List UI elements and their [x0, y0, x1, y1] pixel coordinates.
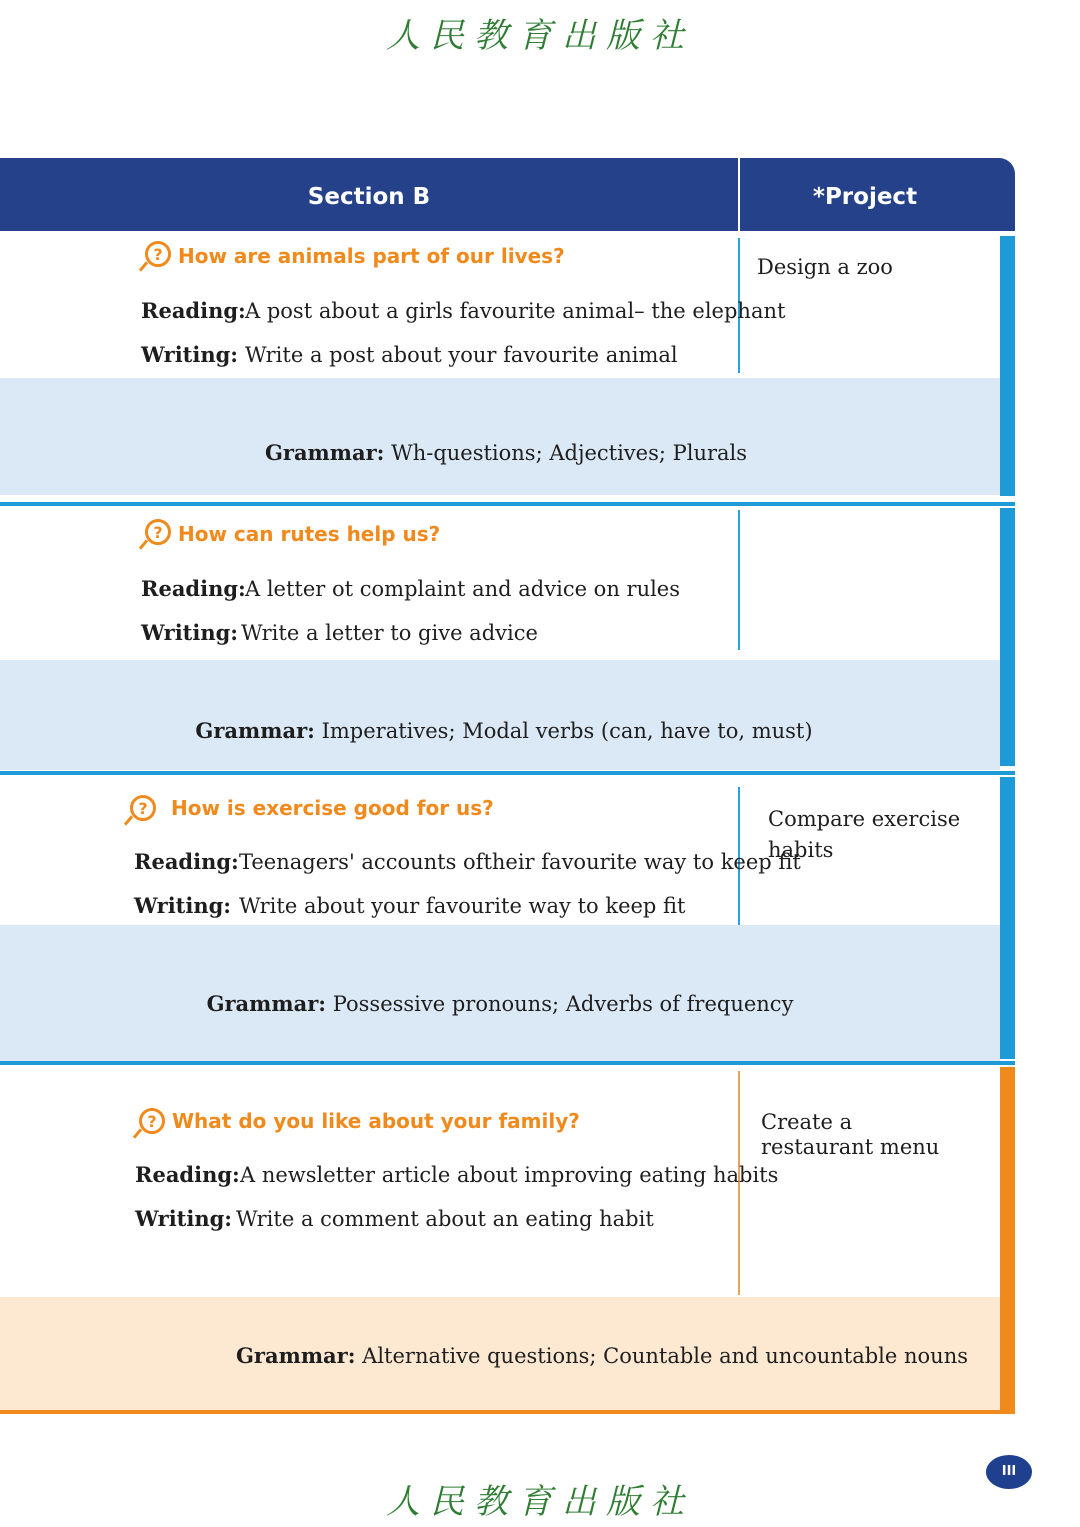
- unit-1-writing: Writing: Write a post about your favourite animal: [141, 342, 678, 367]
- unit-2-grammar-band: [0, 660, 1000, 770]
- unit-4-project: Create a restaurant menu: [761, 1110, 940, 1159]
- question-icon: ?: [145, 519, 171, 545]
- unit-1-grammar: Grammar: Wh-questions; Adjectives; Plurals: [264, 440, 748, 465]
- unit-4-question: What do you like about your family?: [172, 1109, 580, 1133]
- unit-1-grammar-band: [0, 378, 1000, 495]
- section-b-heading: Section B: [307, 184, 431, 210]
- unit-4-writing: Writing: Write a comment about an eating habit: [135, 1206, 654, 1231]
- unit-separator: [0, 1061, 1015, 1065]
- project-heading: *Project: [812, 184, 918, 210]
- unit-separator: [0, 771, 1015, 775]
- question-icon: ?: [130, 795, 156, 821]
- unit-2-column-divider: [738, 510, 740, 650]
- unit-4-reading: Reading:A newsletter article about improving eating habits: [135, 1162, 779, 1187]
- table-header: [0, 158, 1015, 231]
- unit-2-grammar: Grammar: Imperatives; Modal verbs (can, have to, must): [195, 718, 813, 743]
- question-icon: ?: [145, 241, 171, 267]
- unit-1-question: How are animals part of our lives?: [178, 244, 565, 268]
- unit-3-reading: Reading:Teenagers' accounts oftheir favourite way to keep fit: [134, 849, 801, 874]
- unit-2-reading: Reading:A letter ot complaint and advice on rules: [141, 576, 681, 601]
- unit-3-project: Compare exercise habits: [768, 807, 961, 862]
- publisher-logo-bottom: 人民教育出版社: [386, 1482, 694, 1522]
- unit-separator: [0, 1410, 1015, 1414]
- unit-1-project: Design a zoo: [757, 255, 893, 279]
- unit-3-side-bar: [1000, 777, 1015, 1059]
- unit-3-writing: Writing: Write about your favourite way to keep fit: [134, 893, 686, 918]
- question-icon: ?: [139, 1108, 165, 1134]
- unit-3-question: How is exercise good for us?: [171, 796, 494, 820]
- unit-2-writing: Writing: Write a letter to give advice: [141, 620, 538, 645]
- unit-2-question: How can rutes help us?: [178, 522, 441, 546]
- unit-3-grammar: Grammar: Possessive pronouns; Adverbs of frequency: [206, 991, 794, 1016]
- unit-1-reading: Reading:A post about a girls favourite animal– the elephant: [141, 298, 786, 323]
- publisher-logo-top: 人民教育出版社: [386, 16, 694, 56]
- unit-separator: [0, 502, 1015, 506]
- page-number-badge: III: [986, 1455, 1032, 1489]
- unit-4-grammar: Grammar: Alternative questions; Countable and uncountable nouns: [236, 1343, 968, 1368]
